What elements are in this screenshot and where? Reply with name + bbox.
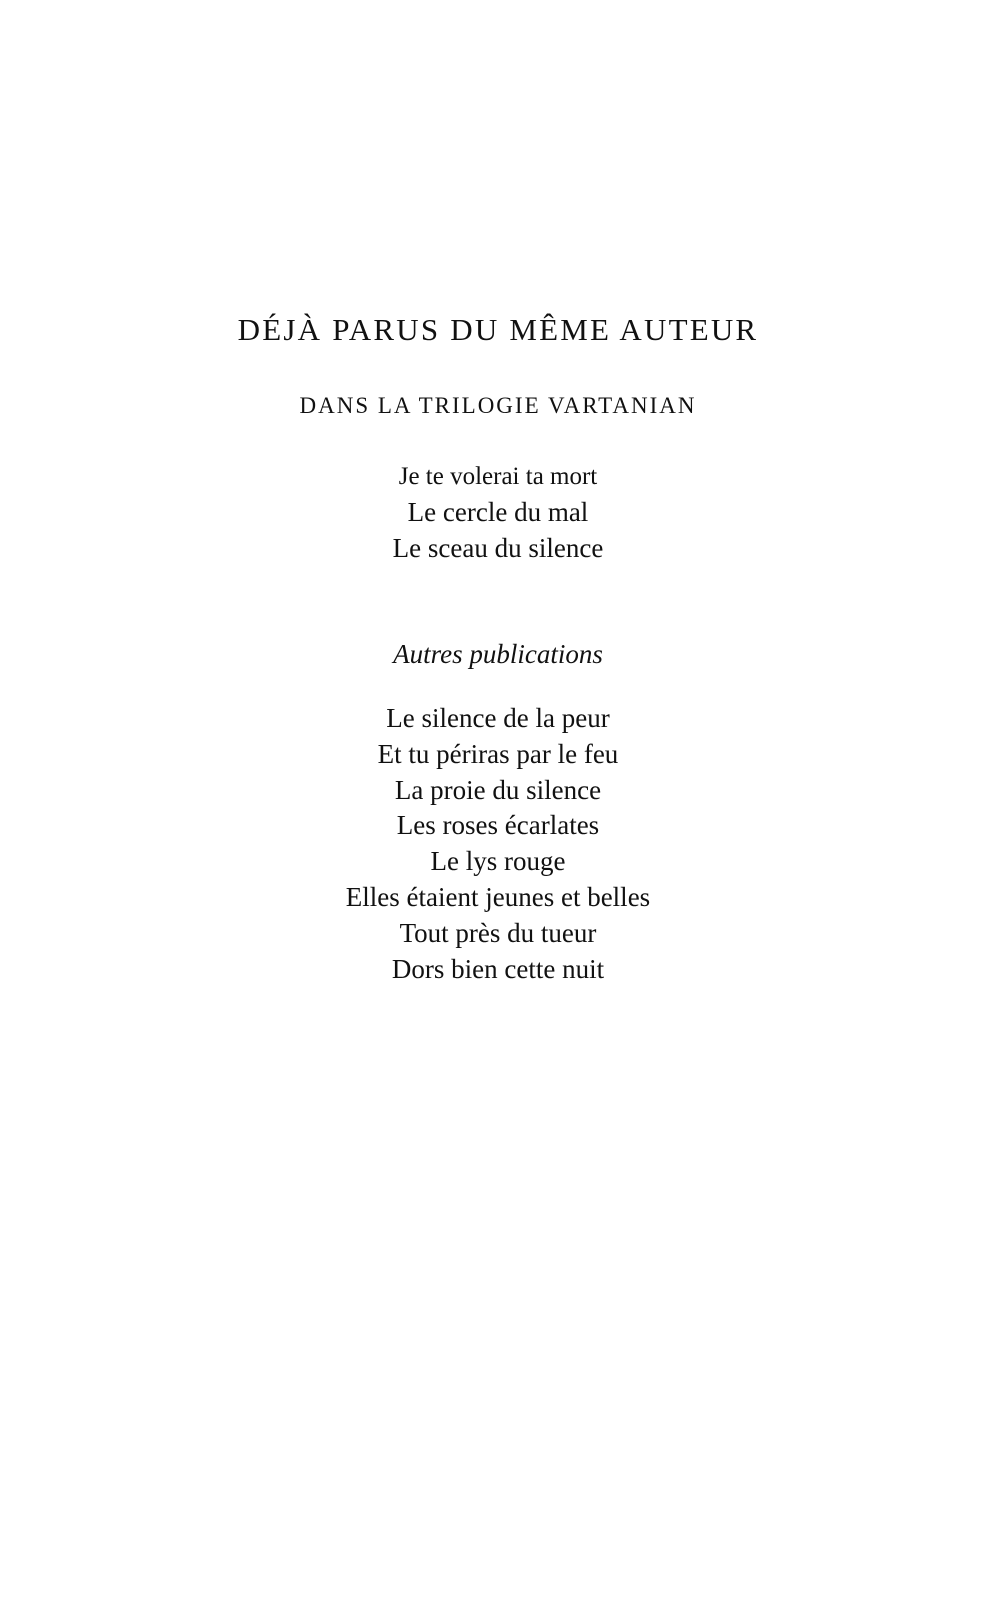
book-title: Le lys rouge [430, 846, 566, 877]
book-title: Le sceau du silence [392, 532, 604, 563]
page-heading: DÉJÀ PARUS DU MÊME AUTEUR [237, 312, 759, 347]
trilogy-book-list [0, 459, 996, 566]
book-title: Et tu périras par le feu [377, 738, 619, 769]
book-title: Dors bien cette nuit [391, 953, 605, 984]
book-title: Le cercle du mal [407, 496, 589, 527]
book-title: Tout près du tueur [399, 917, 597, 948]
book-title: Le silence de la peur [386, 703, 610, 733]
book-title: La proie du silence [394, 774, 602, 805]
other-publications-list [0, 701, 996, 987]
trilogy-title: DANS LA TRILOGIE VARTANIAN [299, 393, 697, 418]
book-title: Elles étaient jeunes et belles [345, 881, 651, 912]
book-title: Je te volerai ta mort [398, 463, 598, 490]
book-title: Les roses écarlates [396, 810, 600, 841]
other-publications-title: Autres publications [393, 639, 603, 669]
